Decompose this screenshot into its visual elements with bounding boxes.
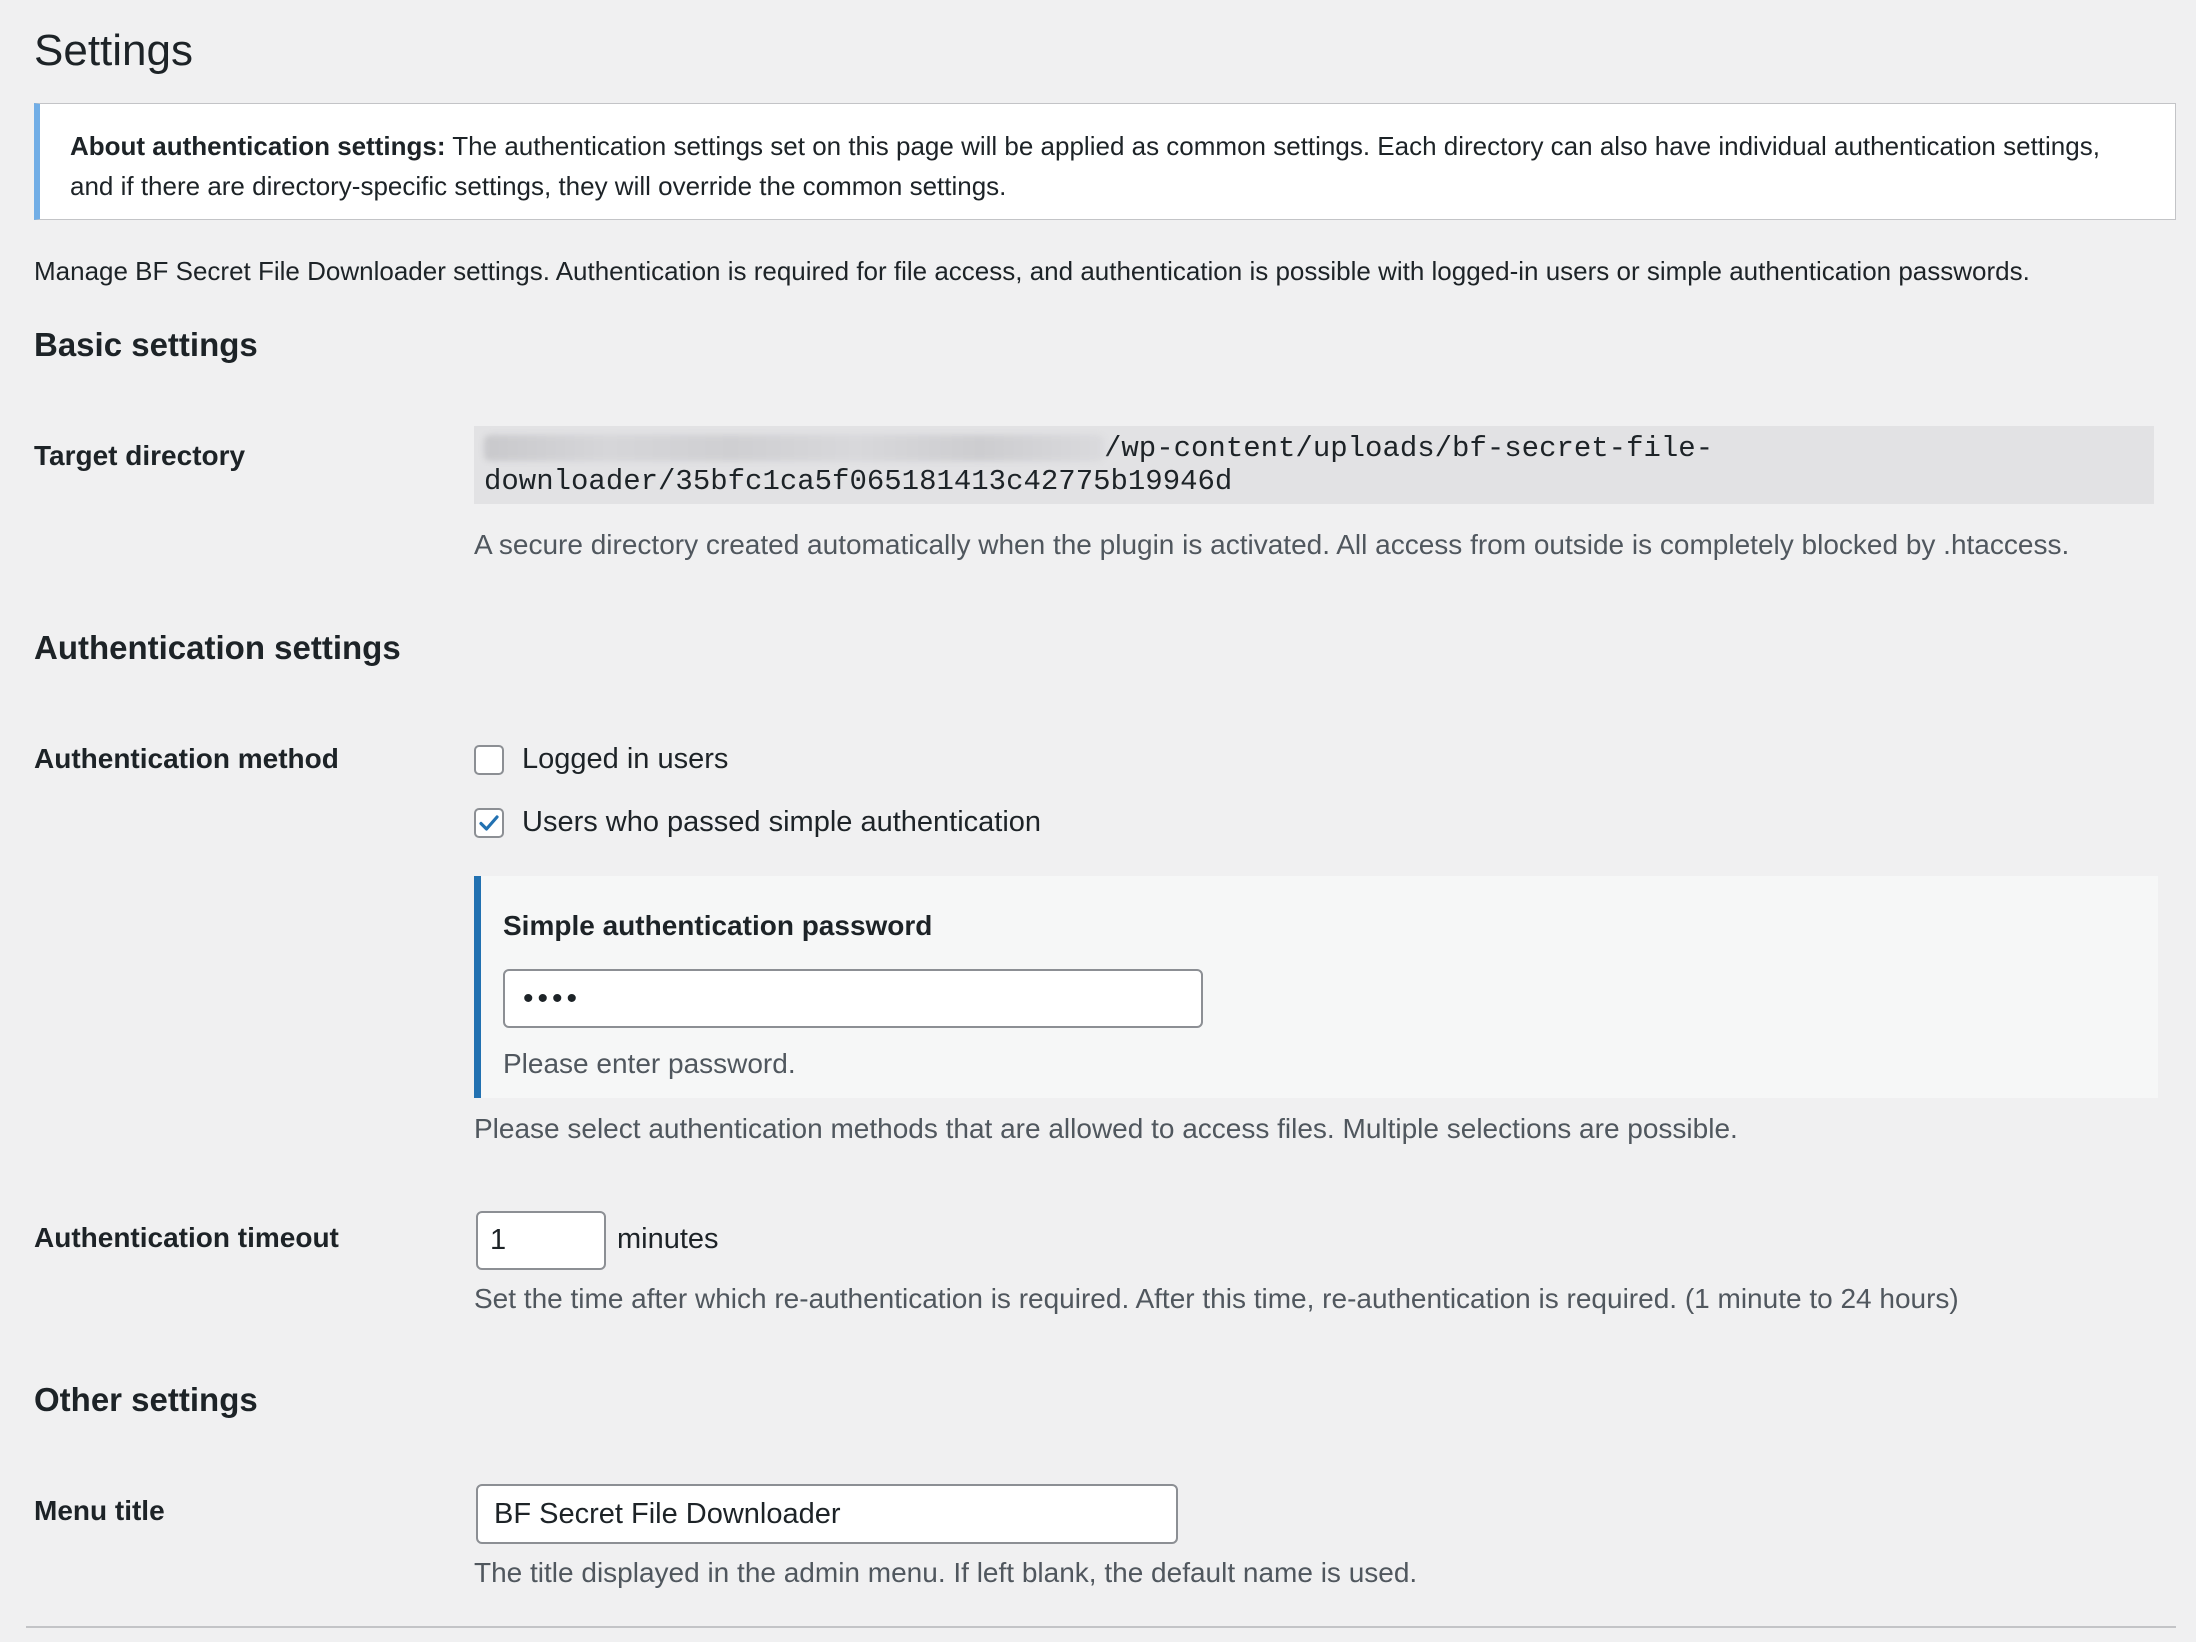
path-line-2: downloader/35bfc1ca5f065181413c42775b19946d (484, 465, 1233, 498)
notice-text: The authentication settings set on this page will be applied as common settings. Each directory can also have individual authentication settings, and if there are directory-specific settings, they will override the common settings. (70, 131, 2100, 201)
intro-text: Manage BF Secret File Downloader settings. Authentication is required for file access, and authentication is possible with logged-in users or simple authentication passwords. (34, 256, 2030, 286)
auth-timeout-input[interactable]: 1 (476, 1211, 606, 1270)
path-line-1: /wp-content/uploads/bf-secret-file- (1104, 432, 1714, 465)
auth-settings-heading: Authentication settings (34, 629, 401, 666)
notice-strong: About authentication settings: (70, 131, 446, 161)
target-directory-label: Target directory (34, 440, 246, 471)
target-directory-description: A secure directory created automatically when the plugin is activated. All access from outside is completely blocked by .htaccess. (474, 529, 2070, 560)
auth-timeout-label: Authentication timeout (34, 1222, 339, 1253)
password-description: Please enter password. (503, 1048, 796, 1079)
password-label: Simple authentication password (503, 910, 933, 941)
simple-auth-password-panel (474, 876, 2158, 1098)
section-divider (26, 1626, 2176, 1628)
checkmark-icon (476, 810, 502, 836)
auth-method-description: Please select authentication methods that are allowed to access files. Multiple selections are possible. (474, 1113, 1738, 1144)
other-settings-heading: Other settings (34, 1381, 258, 1418)
logged-in-users-checkbox[interactable] (474, 745, 504, 775)
redacted-path-segment (484, 435, 1104, 461)
menu-title-description: The title displayed in the admin menu. If left blank, the default name is used. (474, 1557, 1418, 1588)
simple-auth-label: Users who passed simple authentication (522, 806, 1042, 838)
menu-title-label: Menu title (34, 1495, 165, 1526)
password-input[interactable]: •••• (503, 969, 1203, 1028)
simple-auth-checkbox[interactable] (474, 808, 504, 838)
target-directory-path (474, 426, 2154, 504)
auth-timeout-description: Set the time after which re-authentication is required. After this time, re-authentication is required. (1 minute to 24 hours) (474, 1283, 1959, 1314)
page-title: Settings (34, 26, 193, 75)
logged-in-users-label: Logged in users (522, 743, 729, 775)
simple-auth-option[interactable] (474, 806, 1041, 839)
info-notice (34, 103, 2176, 220)
basic-settings-heading: Basic settings (34, 326, 258, 363)
logged-in-users-option[interactable] (474, 743, 728, 776)
timeout-unit: minutes (617, 1223, 719, 1255)
menu-title-input[interactable]: BF Secret File Downloader (476, 1484, 1178, 1544)
auth-method-label: Authentication method (34, 743, 339, 774)
